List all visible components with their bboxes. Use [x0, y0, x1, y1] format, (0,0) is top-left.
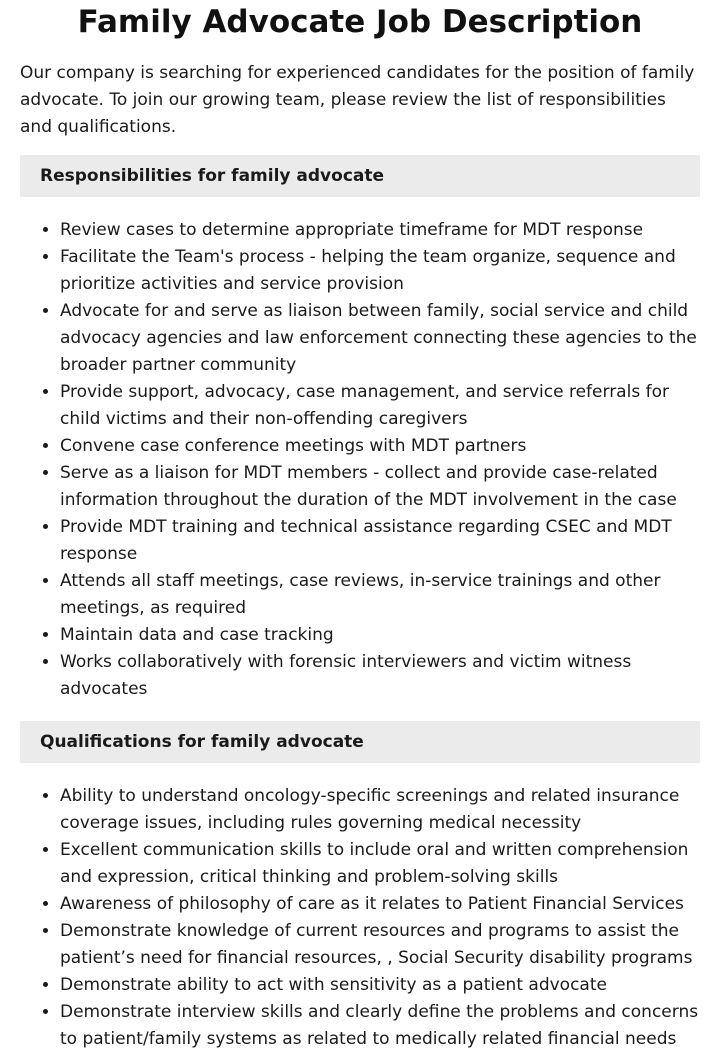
list-item: • Demonstrate interview skills and clearly define the problems and concerns to patient/family systems as related to medically related financial needs — [60, 999, 700, 1053]
qualifications-heading: Qualifications for family advocate — [20, 721, 700, 763]
list-item: • Convene case conference meetings with MDT partners — [60, 433, 700, 460]
responsibilities-list — [20, 217, 700, 703]
list-item: • Excellent communication skills to include oral and written comprehension and expression, critical thinking and problem-solving skills — [60, 837, 700, 891]
list-item: • Ability to understand oncology-specific screenings and related insurance coverage issues, including rules governing medical necessity — [60, 783, 700, 837]
list-item: • Works collaboratively with forensic interviewers and victim witness advocates — [60, 649, 700, 703]
list-item: • Demonstrate knowledge of current resources and programs to assist the patient’s need for financial resources, , Social Security disability programs — [60, 918, 700, 972]
intro-paragraph: Our company is searching for experienced candidates for the position of family advocate. To join our growing team, please review the list of responsibilities and qualifications. — [20, 63, 695, 137]
list-item: • Review cases to determine appropriate timeframe for MDT response — [60, 217, 700, 244]
list-item: • Serve as a liaison for MDT members - collect and provide case-related information throughout the duration of the MDT involvement in the case — [60, 460, 700, 514]
list-item: • Provide support, advocacy, case management, and service referrals for child victims and their non-offending caregivers — [60, 379, 700, 433]
list-item: • Awareness of philosophy of care as it relates to Patient Financial Services — [60, 891, 700, 918]
list-item: • Demonstrate ability to act with sensitivity as a patient advocate — [60, 972, 700, 999]
responsibilities-heading: Responsibilities for family advocate — [20, 155, 700, 197]
list-item: • Advocate for and serve as liaison between family, social service and child advocacy agencies and law enforcement connecting these agencies to the broader partner community — [60, 298, 700, 379]
list-item: • Facilitate the Team's process - helping the team organize, sequence and prioritize activities and service provision — [60, 244, 700, 298]
page-title: Family Advocate Job Description — [77, 4, 643, 40]
qualifications-list — [20, 783, 700, 1053]
list-item: • Maintain data and case tracking — [60, 622, 700, 649]
list-item: • Attends all staff meetings, case reviews, in-service trainings and other meetings, as required — [60, 568, 700, 622]
list-item: • Provide MDT training and technical assistance regarding CSEC and MDT response — [60, 514, 700, 568]
